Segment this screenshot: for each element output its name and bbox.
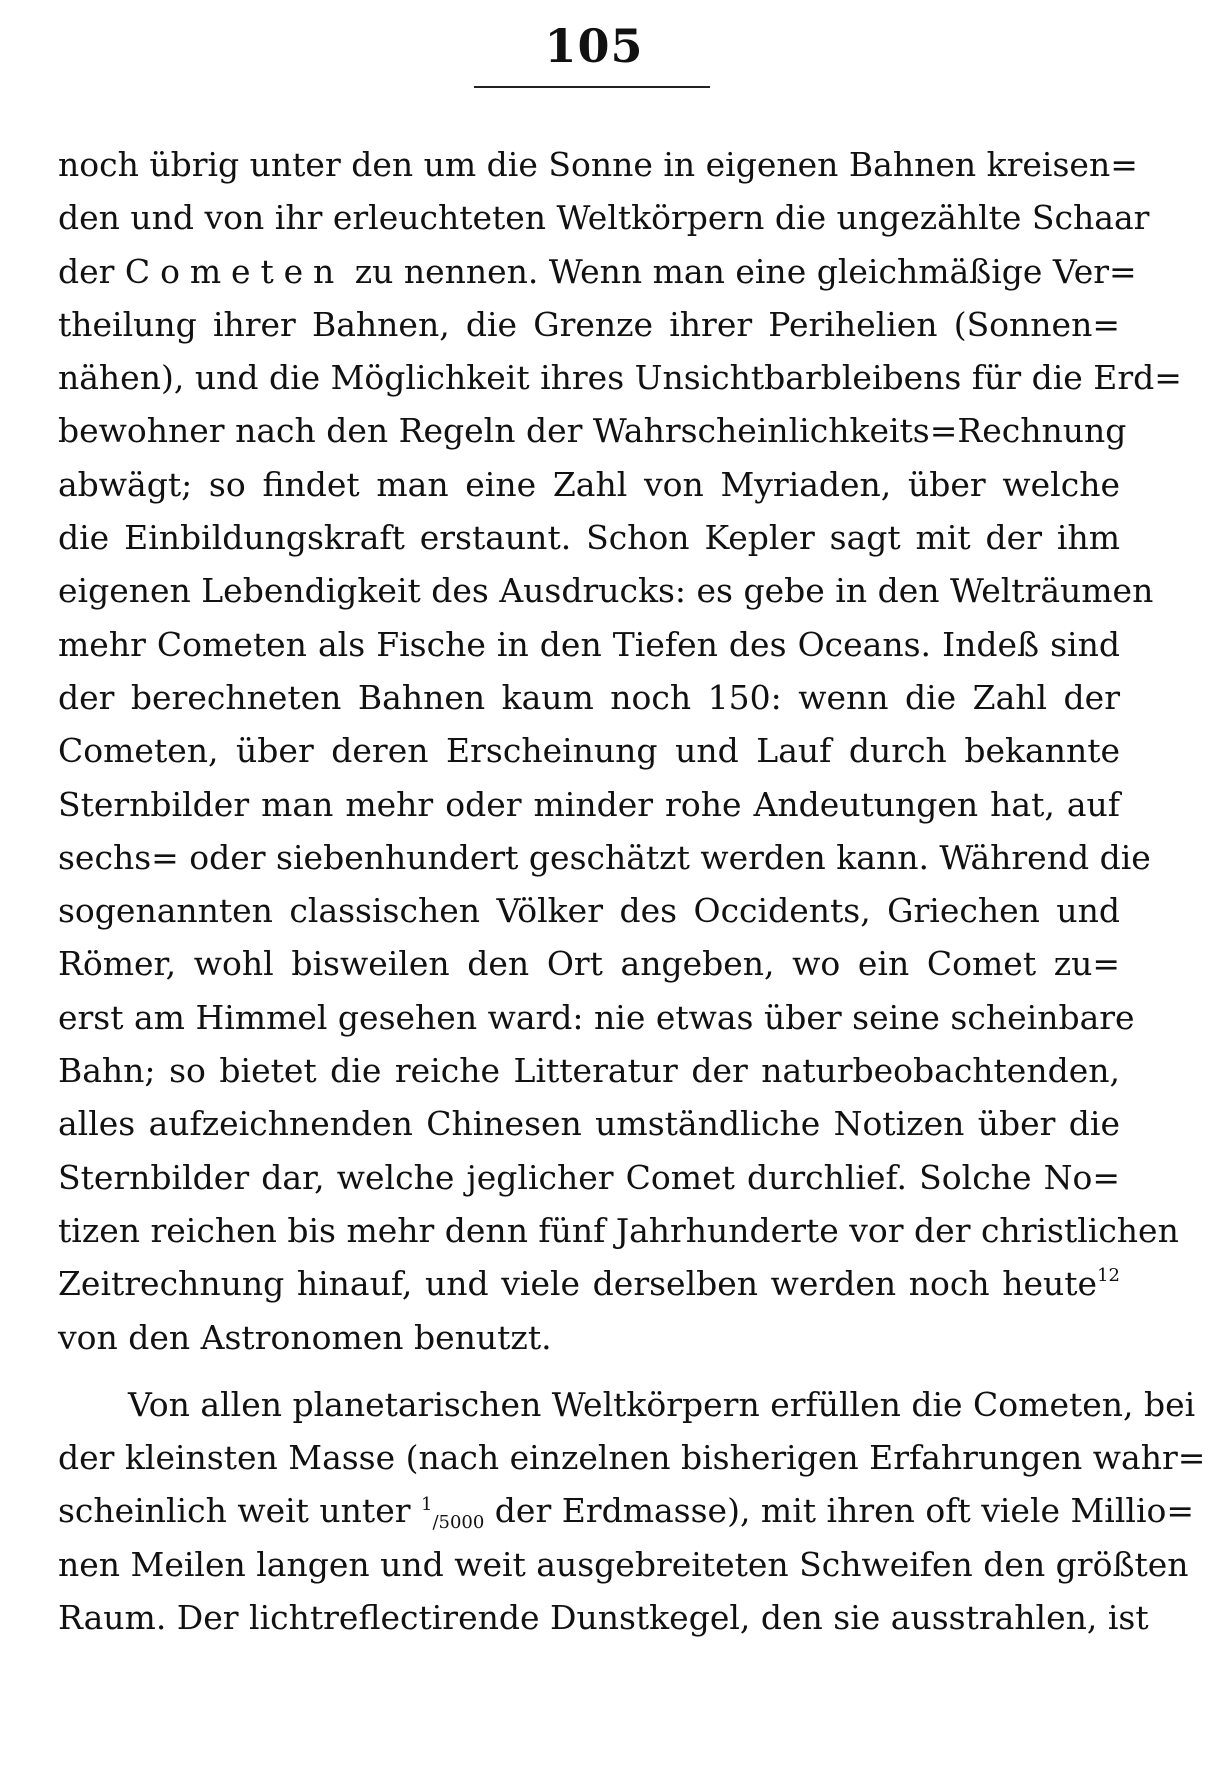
text-line: Sternbilder dar, welche jeglicher Comet durchlief. Solche No= xyxy=(58,1157,1120,1197)
text-line: abwägt; so findet man eine Zahl von Myriaden, über welche xyxy=(58,464,1120,504)
text-line: eigenen Lebendigkeit des Ausdrucks: es gebe in den Welträumen xyxy=(58,571,1154,611)
line-segment: scheinlich weit unter xyxy=(58,1491,421,1531)
text-line: Sternbilder man mehr oder minder rohe Andeutungen hat, auf xyxy=(58,784,1120,824)
text-line: sechs= oder siebenhundert geschätzt werden kann. Während die xyxy=(58,837,1151,877)
text-line: sogenannten classischen Völker des Occidents, Griechen und xyxy=(58,891,1120,931)
line-segment: Zeitrechnung hinauf, und viele derselben werden noch heute xyxy=(58,1264,1098,1304)
paragraph-2 xyxy=(58,1378,1205,1644)
text-line: noch übrig unter den um die Sonne in eigenen Bahnen kreisen= xyxy=(58,145,1138,184)
text-line: Bahn; so bietet die reiche Litteratur der naturbeobachtenden, xyxy=(58,1051,1120,1091)
text-line: Römer, wohl bisweilen den Ort angeben, wo ein Comet zu= xyxy=(58,944,1120,984)
text-line: den und von ihr erleuchteten Weltkörpern die ungezählte Schaar xyxy=(58,198,1150,238)
fraction-denominator: /5000 xyxy=(432,1512,485,1534)
paragraph-1 xyxy=(58,138,1182,1364)
text-line: nähen), und die Möglichkeit ihres Unsichtbarbleibens für die Erd= xyxy=(58,358,1182,398)
spaced-emphasis: Cometen xyxy=(124,251,345,291)
fraction-numerator: 1 xyxy=(420,1494,433,1516)
text-line: Von allen planetarischen Weltkörpern erfüllen die Cometen, bei xyxy=(128,1384,1196,1424)
line-segment: zu nennen. Wenn man eine gleichmäßige Ver= xyxy=(344,251,1137,291)
text-line: alles aufzeichnenden Chinesen umständliche Notizen über die xyxy=(58,1104,1120,1144)
text-line: tizen reichen bis mehr denn fünf Jahrhunderte vor der christlichen xyxy=(58,1210,1179,1250)
page-number: 105 xyxy=(544,19,644,73)
text-line: erst am Himmel gesehen ward: nie etwas über seine scheinbare xyxy=(58,997,1135,1037)
paragraph-gap xyxy=(58,1364,1120,1378)
text-line: mehr Cometen als Fische in den Tiefen des Oceans. Indeß sind xyxy=(58,624,1120,664)
line-segment: der Erdmasse), mit ihren oft viele Millio= xyxy=(484,1491,1195,1531)
line-segment: der xyxy=(58,251,125,291)
footnote-marker: 12 xyxy=(1097,1265,1120,1287)
text-line: Cometen, über deren Erscheinung und Lauf durch bekannte xyxy=(58,731,1120,771)
text-line xyxy=(58,245,1137,298)
text-line: theilung ihrer Bahnen, die Grenze ihrer Perihelien (Sonnen= xyxy=(58,304,1120,344)
text-line: der kleinsten Masse (nach einzelnen bisherigen Erfahrungen wahr= xyxy=(58,1438,1205,1478)
header-rule xyxy=(474,86,710,88)
text-line: nen Meilen langen und weit ausgebreiteten Schweifen den größten xyxy=(58,1544,1189,1584)
body-text xyxy=(58,138,1205,1644)
text-line: bewohner nach den Regeln der Wahrscheinlichkeits=Rechnung xyxy=(58,411,1127,451)
text-line: Raum. Der lichtreflectirende Dunstkegel, den sie ausstrahlen, ist xyxy=(58,1598,1149,1638)
text-line: der berechneten Bahnen kaum noch 150: wenn die Zahl der xyxy=(58,677,1120,717)
text-line: die Einbildungskraft erstaunt. Schon Kepler sagt mit der ihm xyxy=(58,518,1120,558)
text-line: von den Astronomen benutzt. xyxy=(58,1317,552,1357)
text-line xyxy=(58,1484,1195,1537)
text-line xyxy=(58,1257,1120,1310)
